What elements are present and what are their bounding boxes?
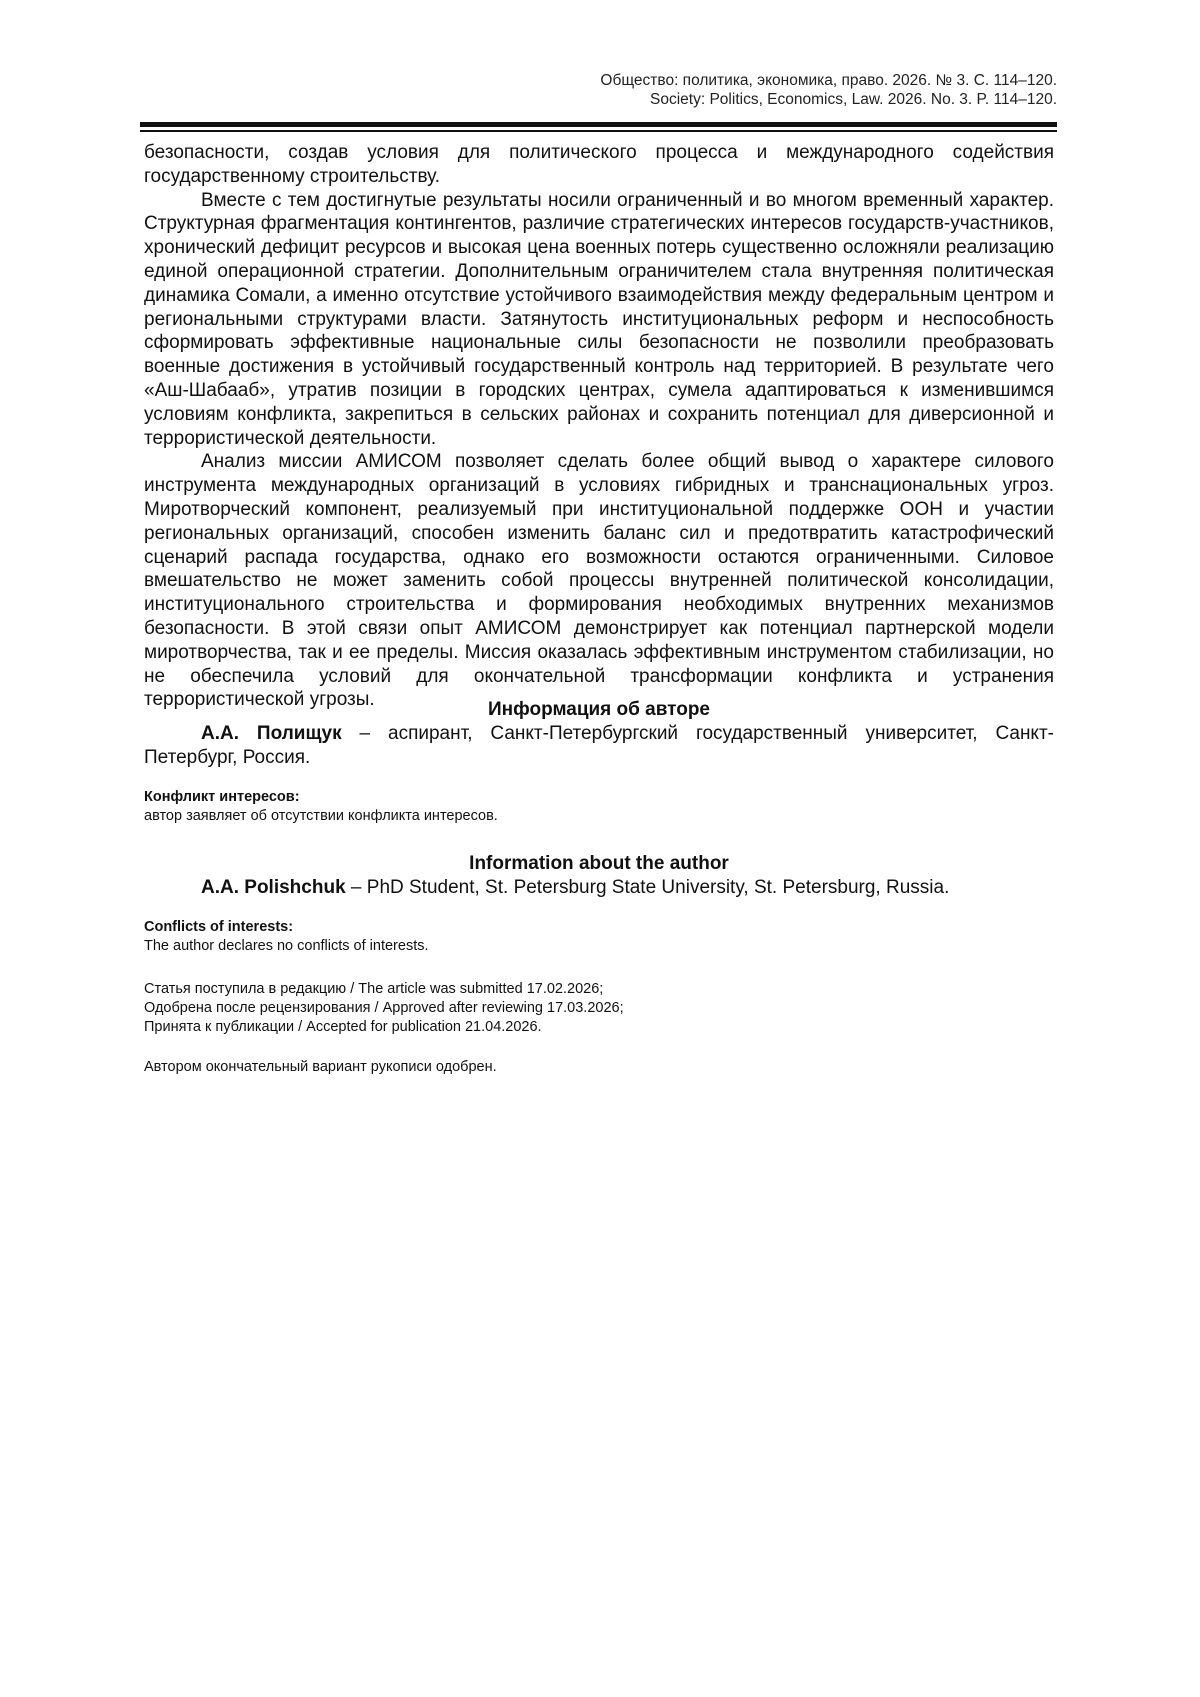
final-note-text: Автором окончательный вариант рукописи одобрен. xyxy=(144,1059,497,1075)
header-rule-thick xyxy=(140,122,1057,127)
article-body xyxy=(144,141,1054,712)
date-submitted: Статья поступила в редакцию / The article was submitted 17.02.2026; xyxy=(144,981,604,997)
running-header-ru: Общество: политика, экономика, право. 2026. № 3. С. 114–120. xyxy=(600,72,1057,89)
header-rule-thin xyxy=(140,130,1057,132)
running-header xyxy=(140,71,1057,109)
running-header-en: Society: Politics, Economics, Law. 2026. No. 3. P. 114–120. xyxy=(650,91,1057,108)
body-paragraph-1: безопасности, создав условия для политического процесса и международного содействия государственному строительству. xyxy=(144,142,1054,187)
final-approval-note xyxy=(144,1058,1054,1077)
date-accepted: Принята к публикации / Accepted for publication 21.04.2026. xyxy=(144,1019,542,1035)
article-dates xyxy=(144,980,1054,1037)
coi-text-ru: автор заявляет об отсутствии конфликта интересов. xyxy=(144,808,498,824)
author-info-en xyxy=(144,876,1054,900)
coi-label-en: Conflicts of interests: xyxy=(144,919,294,935)
author-name-ru: А.А. Полищук xyxy=(201,723,342,744)
conflict-of-interest-en xyxy=(144,918,1054,956)
conflict-of-interest-ru xyxy=(144,788,1054,826)
author-name-en: A.A. Polishchuk xyxy=(201,877,346,898)
author-desc-ru: – аспирант, Санкт-Петербургский государственный университет, Санкт-Петербург, Россия. xyxy=(144,723,1054,768)
date-approved: Одобрена после рецензирования / Approved after reviewing 17.03.2026; xyxy=(144,1000,624,1016)
author-desc-en: – PhD Student, St. Petersburg State University, St. Petersburg, Russia. xyxy=(345,877,950,898)
author-info-heading-ru: Информация об авторе xyxy=(487,699,711,720)
body-paragraph-2: Вместе с тем достигнутые результаты носили ограниченный и во многом временный характер. Структурная фрагментация контингентов, различие стратегических интересов государств-участников, хронический дефицит ресурсов и высокая цена военных потерь существенно осложняли реализацию единой операционной стратегии. Дополнительным ограничителем стала внутренняя политическая динамика Сомали, а именно отсутствие устойчивого взаимодействия между федеральным центром и региональными структурами власти. Затянутость институциональных реформ и неспособность сформировать эффективные национальные силы безопасности не позволили преобразовать военные достижения в устойчивый государственный контроль над территорией. В результате чего «Аш-Шабааб», утратив позиции в городских центрах, сумела адаптироваться к изменившимся условиям конфликта, закрепиться в сельских районах и сохранить потенциал для диверсионной и террористической деятельности. xyxy=(144,189,1054,449)
coi-label-ru: Конфликт интересов: xyxy=(144,789,300,805)
author-info-ru xyxy=(144,722,1054,770)
coi-text-en: The author declares no conflicts of interests. xyxy=(144,938,429,954)
author-info-heading-en: Information about the author xyxy=(469,853,729,874)
body-paragraph-3: Анализ миссии АМИСОМ позволяет сделать более общий вывод о характере силового инструмента международных организаций в условиях гибридных и транснациональных угроз. Миротворческий компонент, реализуемый при институциональной поддержке ООН и участии региональных организаций, способен изменить баланс сил и предотвратить катастрофический сценарий распада государства, однако его возможности остаются ограниченными. Силовое вмешательство не может заменить собой процессы внутренней политической консолидации, институционального строительства и формирования необходимых внутренних механизмов безопасности. В этой связи опыт АМИСОМ демонстрирует как потенциал партнерской модели миротворчества, так и ее пределы. Миссия оказалась эффективным инструментом стабилизации, но не обеспечила условий для окончательной трансформации конфликта и устранения террористической угрозы. xyxy=(144,451,1054,711)
